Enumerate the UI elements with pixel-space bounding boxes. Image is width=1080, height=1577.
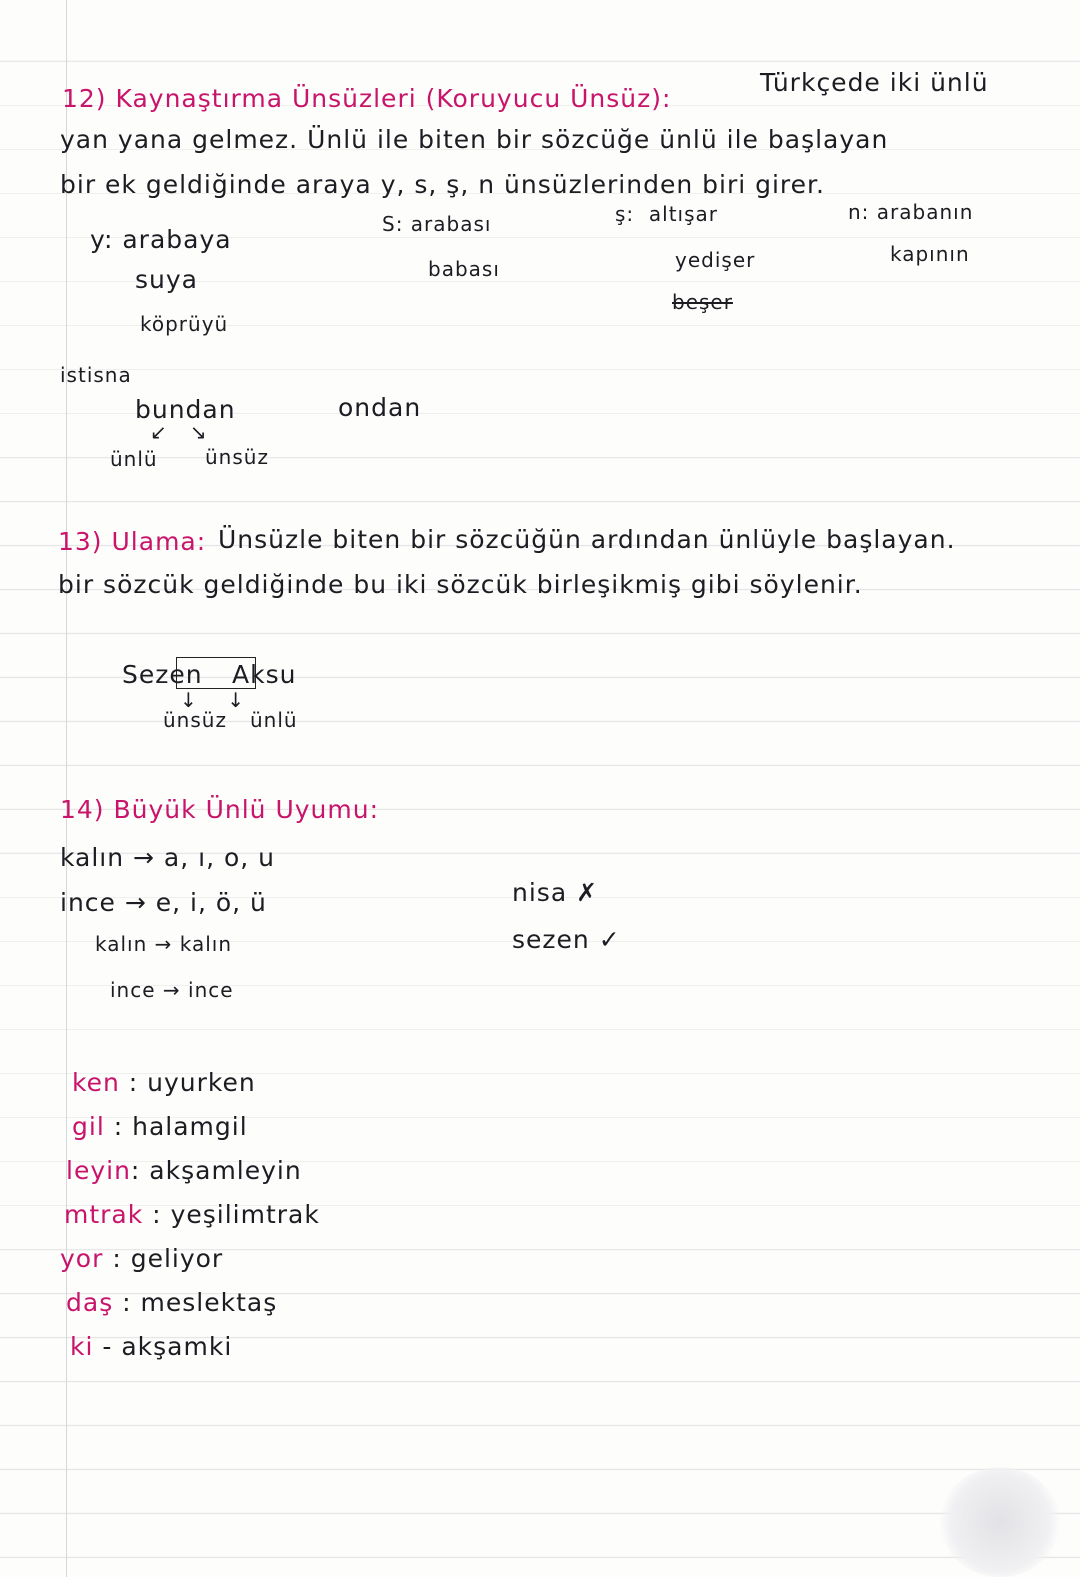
exception-word: bundan bbox=[135, 395, 236, 424]
suffix-example: akşamki bbox=[121, 1332, 233, 1361]
section-14-title: 14) Büyük Ünlü Uyumu: bbox=[60, 795, 380, 824]
example-word: suya bbox=[135, 265, 198, 294]
rule-kalin: kalın → kalın bbox=[95, 932, 233, 956]
suffix: ken bbox=[72, 1068, 120, 1097]
notebook-page: 12) Kaynaştırma Ünsüzleri (Koruyucu Ünsüz): Türkçede iki ünlü yan yana gelmez. Ünlü ile biten bir sözcüğe ünlü ile başlayan bir ek geldiğinde araya y, s, ş, n ünsüzlerinden biri girer. y: arabaya suya köprüyü S: arabası babası ş: altışar yedişer beşer n: arabanın kapının istisna bundan ondan ↙ ↘ ünlü ünsüz 13) Ulama: Ünsüzle biten bir sözcüğün ardından ünlüyle başlayan. bir sözcük geldiğinde bu iki sözcük birleşikmiş gibi söylenir. Sezen Aksu ↓ ↓ ünsüz ünlü 14) Büyük Ünlü Uyumu: kalın → a, ı, o, u ince → e, i, ö, ü kalın → kalın ince → ince nisa ✗ sezen ✓ ken : uyurken gil : halamgil leyin: akşamleyin mtrak : yeşilimtrak yor : geliyor daş : meslektaş ki - akşamki bbox=[0, 0, 1080, 1577]
section-12-line1: Türkçede iki ünlü bbox=[760, 68, 989, 97]
ulama-word-1: Sezen bbox=[122, 660, 203, 689]
suffix-example: uyurken bbox=[147, 1068, 256, 1097]
example-word: köprüyü bbox=[140, 312, 229, 336]
ulama-note: ünsüz bbox=[163, 708, 227, 732]
example-word: nisa bbox=[512, 878, 568, 907]
smudge bbox=[940, 1467, 1060, 1577]
suffix: gil bbox=[72, 1112, 105, 1141]
example-word: babası bbox=[428, 257, 500, 281]
suffix: yor bbox=[60, 1244, 104, 1273]
arrow-icon: ↙ ↘ bbox=[150, 420, 208, 444]
exception-note: ünsüz bbox=[205, 445, 269, 469]
example-word: arabanın bbox=[876, 200, 974, 224]
example-label-n: n: bbox=[848, 200, 870, 224]
example-word: arabaya bbox=[122, 225, 232, 254]
suffix: daş bbox=[66, 1288, 114, 1317]
example-label-sh: ş: bbox=[615, 202, 635, 226]
example-word: arabası bbox=[410, 212, 492, 236]
suffix: leyin bbox=[66, 1156, 131, 1185]
rule-ince: ince → ince bbox=[110, 978, 234, 1002]
exception-note: ünlü bbox=[110, 447, 158, 471]
suffix-example: akşamleyin bbox=[149, 1156, 302, 1185]
ulama-note: ünlü bbox=[250, 708, 298, 732]
suffix-example: meslektaş bbox=[140, 1288, 278, 1317]
check-icon: ✓ bbox=[598, 925, 621, 954]
cross-icon: ✗ bbox=[576, 878, 599, 907]
example-word: kapının bbox=[890, 242, 970, 266]
example-label-s: S: bbox=[382, 212, 404, 236]
example-word: sezen bbox=[512, 925, 590, 954]
example-word-crossed: beşer bbox=[672, 290, 733, 314]
section-13-line2: bir sözcük geldiğinde bu iki sözcük birleşikmiş gibi söylenir. bbox=[58, 570, 863, 599]
ulama-word-2: Aksu bbox=[232, 660, 297, 689]
suffix-example: yeşilimtrak bbox=[170, 1200, 320, 1229]
example-word: altışar bbox=[648, 202, 718, 226]
section-12-line2: yan yana gelmez. Ünlü ile biten bir sözcüğe ünlü ile başlayan bbox=[60, 125, 889, 154]
ince-vowels: ince → e, i, ö, ü bbox=[60, 888, 267, 917]
section-12-line3: bir ek geldiğinde araya y, s, ş, n ünsüzlerinden biri girer. bbox=[60, 170, 825, 199]
section-12-title: 12) Kaynaştırma Ünsüzleri (Koruyucu Ünsüz): bbox=[62, 84, 672, 113]
exception-word: ondan bbox=[338, 393, 422, 422]
margin-line bbox=[66, 0, 67, 1577]
kalin-vowels: kalın → a, ı, o, u bbox=[60, 843, 276, 872]
suffix-example: geliyor bbox=[130, 1244, 224, 1273]
arrow-icon: ↓ ↓ bbox=[180, 688, 245, 712]
example-word: yedişer bbox=[675, 248, 756, 272]
suffix: ki bbox=[70, 1332, 94, 1361]
exception-label: istisna bbox=[60, 363, 132, 387]
suffix: mtrak bbox=[64, 1200, 144, 1229]
section-13-line1: Ünsüzle biten bir sözcüğün ardından ünlüyle başlayan. bbox=[218, 525, 956, 554]
suffix-example: halamgil bbox=[132, 1112, 248, 1141]
example-label-y: y: bbox=[90, 225, 114, 254]
section-13-title: 13) Ulama: bbox=[58, 527, 207, 556]
